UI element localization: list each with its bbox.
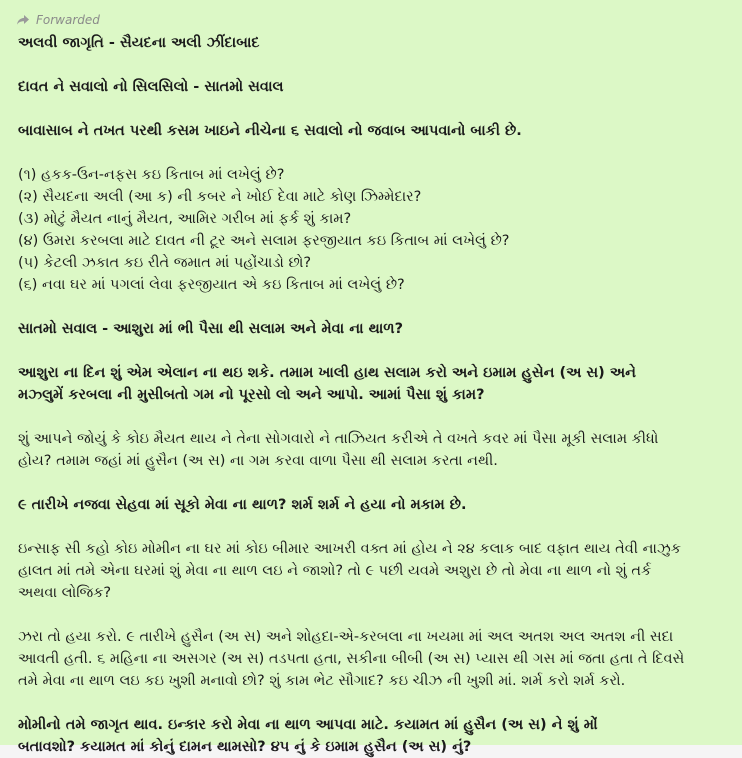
paragraph-line: મોમીનો તમે જાગૃત થાવ. ઇન્કાર કરો મેવા ના થાળ આપવા માટે. કયામત માં હુસૈન (અ સ) ને શું મોં: [18, 717, 598, 733]
forward-arrow-icon: [16, 14, 30, 26]
question-item: (૨) સૈયદના અલી (આ ક) ની કબર ને ખોઈ દેવા માટે કોણ ઝિમ્મેદાર?: [18, 189, 422, 205]
paragraph-line: તમે મેવા ના થાળ લઇ કઇ ખુશી મનાવો છો? શું કામ ભેટ સૌગાદ? કઇ ચીઝ ની ખુશી માં. શર્મ કરો શર્મ કરો.: [18, 673, 626, 689]
paragraph-line: ઝરા તો હયા કરો. ૯ તારીખે હુસૈન (અ સ) અને શોહદા-એ-કરબલા ના ખયમા માં અલ અતશ અલ અતશ ની સદા: [18, 629, 674, 645]
intro-line: બાવાસાબ ને તખત પરથી કસમ ખાઇને નીચેના ૬ સવાલો નો જવાબ આપવાનો બાકી છે.: [18, 123, 522, 139]
question-item: (૩) મોટું મૈયત નાનું મૈયત, આમિર ગરીબ માં ફર્ક શું કામ?: [18, 211, 352, 227]
mourning-paragraph: [18, 428, 728, 472]
question-item: (૧) હકક-ઉન-નફસ કઇ કિતાબ માં લખેલું છે?: [18, 167, 285, 183]
shame-paragraph: [18, 626, 728, 692]
q7-heading: સાતમો સવાલ - આશુરા માં ભી પૈસા થી સલામ અને મેવા ના થાળ?: [18, 321, 404, 337]
q7-bold-paragraph: [18, 362, 728, 406]
paragraph-line: શું આપને જોયું કે કોઇ મૈયત થાય ને તેના સોગવારો ને તાઝિયત કરીએ તે વખતે કવર માં પૈસા મૂકી સલામ કીધો: [18, 431, 659, 447]
question-item: (૫) કેટલી ઝકાત કઇ રીતે જમાત માં પહોંચાડો છો?: [18, 255, 312, 271]
series-heading: દાવત ને સવાલો નો સિલસિલો - સાતમો સવાલ: [18, 79, 284, 95]
forwarded-label: Forwarded: [36, 13, 100, 27]
paragraph-line: અથવા લોજિક?: [18, 585, 112, 601]
insaf-paragraph: [18, 538, 728, 604]
questions-list: [18, 164, 728, 296]
message-title: અલવી જાગૃતિ - સૈયદના અલી ઝીંદાબાદ: [18, 35, 260, 51]
paragraph-line: હાલત માં તમે એના ઘરમાં શું મેવા ના થાળ લઇ ને જાશો? તો ૯ પછી યવમે અશુરા છે તો મેવા ના થાળ નો શું તર્ક: [18, 563, 652, 579]
forwarded-indicator: [16, 12, 728, 28]
paragraph-line: આશુરા ના દિન શું એમ એલાન ના થઇ શકે. તમામ ખાલી હાથ સલામ કરો અને ઇમામ હુસેન (અ સ) અને: [18, 365, 636, 381]
paragraph-line: આવતી હતી. ૬ મહિના ના અસગર (અ સ) તડપતા હતા, સકીના બીબી (અ સ) પ્યાસ થી ગસ માં જતા હતા તે દિવસે: [18, 651, 685, 667]
paragraph-line: બતાવશો? કયામત માં કોનું દામન થામસો? ૪૫ નું કે ઇમામ હુસૈન (અ સ) નું?: [18, 739, 472, 755]
paragraph-line: મઝ્લુમેં કરબલા ની મુસીબતો ગમ નો પૂરસો લો અને આપો. આમાં પૈસા શું કામ?: [18, 387, 485, 403]
paragraph-line: ઇન્સાફ સી કહો કોઇ મોમીન ના ઘર માં કોઇ બીમાર આખરી વક્ત માં હોય ને ૨૪ કલાક બાદ વફાત થાય તેવી નાઝુક: [18, 541, 681, 557]
question-item: (૬) નવા ઘર માં પગલાં લેવા ફરજીયાત એ કઇ કિતાબ માં લખેલું છે?: [18, 277, 405, 293]
paragraph-line: હોય? તમામ જહાં માં હુસૈન (અ સ) ના ગમ કરવા વાળા પૈસા થી સલામ કરતા નથી.: [18, 453, 498, 469]
message-text: [18, 32, 728, 758]
closing-paragraph: [18, 714, 728, 758]
dryfruit-heading: ૯ તારીખે નજવા સેહવા માં સૂકો મેવા ના થાળ? શર્મ શર્મ ને હયા નો મકામ છે.: [18, 497, 467, 513]
question-item: (૪) ઉમરા કરબલા માટે દાવત ની ટૂર અને સલામ ફરજીયાત કઇ કિતાબ માં લખેલું છે?: [18, 233, 510, 249]
